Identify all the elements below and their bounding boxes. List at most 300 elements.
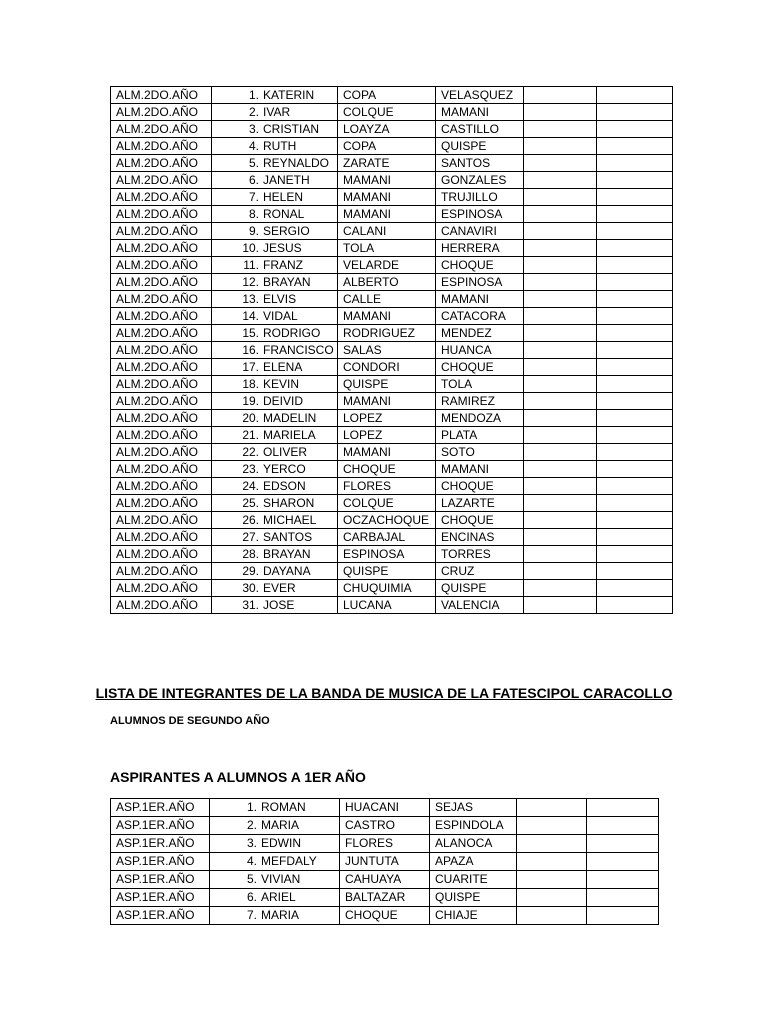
- table-row: [111, 104, 673, 121]
- paternal-surname-cell: COLQUE: [338, 104, 436, 121]
- empty-cell: [524, 427, 597, 444]
- name-cell: [212, 274, 338, 291]
- maternal-surname-cell: GONZALES: [436, 172, 524, 189]
- year-code-cell: ALM.2DO.AÑO: [111, 359, 212, 376]
- table-row: [111, 853, 659, 871]
- table-row: [111, 427, 673, 444]
- empty-cell: [517, 871, 587, 889]
- table-row: [111, 478, 673, 495]
- empty-cell: [597, 461, 673, 478]
- maternal-surname-cell: CHOQUE: [436, 512, 524, 529]
- empty-cell: [587, 871, 659, 889]
- paternal-surname-cell: TOLA: [338, 240, 436, 257]
- empty-cell: [517, 907, 587, 925]
- paternal-surname-cell: QUISPE: [338, 563, 436, 580]
- empty-cell: [524, 325, 597, 342]
- table-row: [111, 444, 673, 461]
- name-cell: [210, 853, 340, 871]
- first-name: MARIELA: [263, 428, 316, 442]
- year-code-cell: ALM.2DO.AÑO: [111, 529, 212, 546]
- year-code-cell: ALM.2DO.AÑO: [111, 393, 212, 410]
- year-code-cell: ALM.2DO.AÑO: [111, 376, 212, 393]
- empty-cell: [524, 410, 597, 427]
- empty-cell: [524, 546, 597, 563]
- name-cell: [212, 359, 338, 376]
- first-name: OLIVER: [263, 445, 308, 459]
- table-row: [111, 512, 673, 529]
- first-name: RONAL: [263, 207, 305, 221]
- year-code-cell: ALM.2DO.AÑO: [111, 512, 212, 529]
- name-cell: [212, 461, 338, 478]
- empty-cell: [597, 87, 673, 104]
- list-number: 1.: [246, 800, 257, 814]
- maternal-surname-cell: CASTILLO: [436, 121, 524, 138]
- empty-cell: [597, 138, 673, 155]
- empty-cell: [597, 291, 673, 308]
- empty-cell: [524, 308, 597, 325]
- first-name: KEVIN: [263, 377, 300, 391]
- first-name: VIDAL: [263, 309, 298, 323]
- empty-cell: [597, 206, 673, 223]
- empty-cell: [524, 342, 597, 359]
- list-number: 24.: [242, 479, 259, 493]
- maternal-surname-cell: TRUJILLO: [436, 189, 524, 206]
- name-cell: [212, 189, 338, 206]
- paternal-surname-cell: CHUQUIMIA: [338, 580, 436, 597]
- maternal-surname-cell: APAZA: [430, 853, 517, 871]
- paternal-surname-cell: CHOQUE: [338, 461, 436, 478]
- empty-cell: [524, 206, 597, 223]
- empty-cell: [524, 223, 597, 240]
- paternal-surname-cell: MAMANI: [338, 189, 436, 206]
- first-name: RODRIGO: [263, 326, 321, 340]
- paternal-surname-cell: CAHUAYA: [340, 871, 430, 889]
- list-number: 1.: [248, 88, 259, 102]
- paternal-surname-cell: RODRIGUEZ: [338, 325, 436, 342]
- empty-cell: [524, 597, 597, 614]
- list-number: 20.: [242, 411, 259, 425]
- empty-cell: [524, 104, 597, 121]
- empty-cell: [597, 580, 673, 597]
- paternal-surname-cell: CALLE: [338, 291, 436, 308]
- name-cell: [212, 325, 338, 342]
- maternal-surname-cell: ESPINOSA: [436, 274, 524, 291]
- year-code-cell: ALM.2DO.AÑO: [111, 223, 212, 240]
- empty-cell: [587, 799, 659, 817]
- year-code-cell: ALM.2DO.AÑO: [111, 427, 212, 444]
- year-code-cell: ALM.2DO.AÑO: [111, 257, 212, 274]
- list-number: 14.: [242, 309, 259, 323]
- maternal-surname-cell: MAMANI: [436, 461, 524, 478]
- paternal-surname-cell: LOPEZ: [338, 410, 436, 427]
- name-cell: [210, 907, 340, 925]
- name-cell: [212, 172, 338, 189]
- empty-cell: [597, 189, 673, 206]
- list-number: 13.: [242, 292, 259, 306]
- list-number: 28.: [242, 547, 259, 561]
- table-row: [111, 155, 673, 172]
- year-code-cell: ALM.2DO.AÑO: [111, 274, 212, 291]
- empty-cell: [524, 359, 597, 376]
- list-number: 5.: [246, 872, 257, 886]
- year-code-cell: ASP.1ER.AÑO: [111, 907, 210, 925]
- paternal-surname-cell: MAMANI: [338, 308, 436, 325]
- name-cell: [212, 291, 338, 308]
- year-code-cell: ALM.2DO.AÑO: [111, 546, 212, 563]
- paternal-surname-cell: MAMANI: [338, 393, 436, 410]
- list-number: 7.: [248, 190, 259, 204]
- first-name: VIVIAN: [261, 872, 301, 886]
- empty-cell: [597, 240, 673, 257]
- table-row: [111, 835, 659, 853]
- empty-cell: [517, 889, 587, 907]
- empty-cell: [597, 104, 673, 121]
- maternal-surname-cell: SOTO: [436, 444, 524, 461]
- first-name: SERGIO: [263, 224, 310, 238]
- list-number: 5.: [248, 156, 259, 170]
- empty-cell: [524, 87, 597, 104]
- year-code-cell: ASP.1ER.AÑO: [111, 799, 210, 817]
- section-heading-applicants: ASPIRANTES A ALUMNOS A 1ER AÑO: [110, 769, 366, 785]
- empty-cell: [524, 512, 597, 529]
- first-name: MADELIN: [263, 411, 317, 425]
- empty-cell: [597, 376, 673, 393]
- year-code-cell: ASP.1ER.AÑO: [111, 889, 210, 907]
- table-row: [111, 359, 673, 376]
- first-name: ROMAN: [261, 800, 306, 814]
- maternal-surname-cell: TORRES: [436, 546, 524, 563]
- empty-cell: [597, 529, 673, 546]
- empty-cell: [597, 444, 673, 461]
- first-name: IVAR: [263, 105, 291, 119]
- table-row: [111, 410, 673, 427]
- name-cell: [212, 427, 338, 444]
- name-cell: [212, 580, 338, 597]
- name-cell: [212, 257, 338, 274]
- list-number: 2.: [246, 818, 257, 832]
- first-name: MICHAEL: [263, 513, 317, 527]
- first-name: EDWIN: [261, 836, 301, 850]
- empty-cell: [524, 155, 597, 172]
- empty-cell: [587, 907, 659, 925]
- document-title: LISTA DE INTEGRANTES DE LA BANDA DE MUSICA DE LA FATESCIPOL CARACOLLO: [95, 685, 673, 701]
- first-name: RUTH: [263, 139, 297, 153]
- year-code-cell: ALM.2DO.AÑO: [111, 240, 212, 257]
- empty-cell: [524, 495, 597, 512]
- empty-cell: [597, 478, 673, 495]
- table-row: [111, 138, 673, 155]
- year-code-cell: ALM.2DO.AÑO: [111, 138, 212, 155]
- year-code-cell: ALM.2DO.AÑO: [111, 189, 212, 206]
- name-cell: [212, 597, 338, 614]
- paternal-surname-cell: VELARDE: [338, 257, 436, 274]
- empty-cell: [517, 817, 587, 835]
- table-row: [111, 799, 659, 817]
- empty-cell: [524, 563, 597, 580]
- first-name: ELENA: [263, 360, 303, 374]
- list-number: 27.: [242, 530, 259, 544]
- maternal-surname-cell: CUARITE: [430, 871, 517, 889]
- name-cell: [212, 240, 338, 257]
- list-number: 18.: [242, 377, 259, 391]
- maternal-surname-cell: TOLA: [436, 376, 524, 393]
- list-number: 29.: [242, 564, 259, 578]
- first-name: MARIA: [261, 908, 300, 922]
- maternal-surname-cell: LAZARTE: [436, 495, 524, 512]
- empty-cell: [524, 257, 597, 274]
- empty-cell: [597, 359, 673, 376]
- table-row: [111, 817, 659, 835]
- table-row: [111, 121, 673, 138]
- paternal-surname-cell: MAMANI: [338, 444, 436, 461]
- first-name: MEFDALY: [261, 854, 317, 868]
- list-number: 4.: [246, 854, 257, 868]
- maternal-surname-cell: HUANCA: [436, 342, 524, 359]
- name-cell: [212, 495, 338, 512]
- year-code-cell: ALM.2DO.AÑO: [111, 563, 212, 580]
- first-name: EDSON: [263, 479, 306, 493]
- list-number: 31.: [242, 598, 259, 612]
- name-cell: [212, 104, 338, 121]
- first-name: SHARON: [263, 496, 315, 510]
- paternal-surname-cell: MAMANI: [338, 206, 436, 223]
- table-row: [111, 87, 673, 104]
- list-number: 19.: [242, 394, 259, 408]
- table-row: [111, 206, 673, 223]
- empty-cell: [517, 835, 587, 853]
- second-year-students-table: [110, 86, 673, 614]
- maternal-surname-cell: CHOQUE: [436, 359, 524, 376]
- list-number: 6.: [246, 890, 257, 904]
- maternal-surname-cell: CRUZ: [436, 563, 524, 580]
- maternal-surname-cell: PLATA: [436, 427, 524, 444]
- maternal-surname-cell: RAMIREZ: [436, 393, 524, 410]
- paternal-surname-cell: QUISPE: [338, 376, 436, 393]
- paternal-surname-cell: FLORES: [340, 835, 430, 853]
- empty-cell: [524, 461, 597, 478]
- table-row: [111, 274, 673, 291]
- list-number: 9.: [248, 224, 259, 238]
- empty-cell: [517, 799, 587, 817]
- year-code-cell: ALM.2DO.AÑO: [111, 461, 212, 478]
- empty-cell: [517, 853, 587, 871]
- table-row: [111, 529, 673, 546]
- list-number: 23.: [242, 462, 259, 476]
- first-name: YERCO: [263, 462, 306, 476]
- name-cell: [212, 87, 338, 104]
- list-number: 4.: [248, 139, 259, 153]
- empty-cell: [597, 223, 673, 240]
- table-row: [111, 461, 673, 478]
- list-number: 15.: [242, 326, 259, 340]
- year-code-cell: ALM.2DO.AÑO: [111, 580, 212, 597]
- table-row: [111, 907, 659, 925]
- first-name: BRAYAN: [263, 547, 311, 561]
- maternal-surname-cell: CHOQUE: [436, 257, 524, 274]
- second-year-students-table-body: [111, 87, 673, 614]
- list-number: 12.: [242, 275, 259, 289]
- year-code-cell: ALM.2DO.AÑO: [111, 172, 212, 189]
- name-cell: [210, 889, 340, 907]
- maternal-surname-cell: VALENCIA: [436, 597, 524, 614]
- paternal-surname-cell: CONDORI: [338, 359, 436, 376]
- empty-cell: [597, 155, 673, 172]
- name-cell: [212, 529, 338, 546]
- year-code-cell: ALM.2DO.AÑO: [111, 342, 212, 359]
- list-number: 21.: [242, 428, 259, 442]
- name-cell: [212, 223, 338, 240]
- maternal-surname-cell: ESPINOSA: [436, 206, 524, 223]
- paternal-surname-cell: CALANI: [338, 223, 436, 240]
- paternal-surname-cell: ESPINOSA: [338, 546, 436, 563]
- first-name: DEIVID: [263, 394, 304, 408]
- name-cell: [212, 376, 338, 393]
- list-number: 16.: [242, 343, 259, 357]
- first-name: MARIA: [261, 818, 300, 832]
- empty-cell: [597, 308, 673, 325]
- empty-cell: [524, 580, 597, 597]
- first-name: CRISTIAN: [263, 122, 320, 136]
- list-number: 17.: [242, 360, 259, 374]
- paternal-surname-cell: COPA: [338, 87, 436, 104]
- year-code-cell: ASP.1ER.AÑO: [111, 817, 210, 835]
- table-row: [111, 223, 673, 240]
- first-name: KATERIN: [263, 88, 315, 102]
- name-cell: [210, 835, 340, 853]
- empty-cell: [587, 889, 659, 907]
- maternal-surname-cell: MENDEZ: [436, 325, 524, 342]
- first-name: DAYANA: [263, 564, 311, 578]
- paternal-surname-cell: CASTRO: [340, 817, 430, 835]
- paternal-surname-cell: ALBERTO: [338, 274, 436, 291]
- empty-cell: [597, 427, 673, 444]
- empty-cell: [597, 342, 673, 359]
- table-row: [111, 342, 673, 359]
- list-number: 30.: [242, 581, 259, 595]
- name-cell: [212, 308, 338, 325]
- year-code-cell: ALM.2DO.AÑO: [111, 308, 212, 325]
- maternal-surname-cell: HERRERA: [436, 240, 524, 257]
- empty-cell: [587, 817, 659, 835]
- maternal-surname-cell: CATACORA: [436, 308, 524, 325]
- name-cell: [212, 155, 338, 172]
- name-cell: [212, 138, 338, 155]
- table-row: [111, 546, 673, 563]
- empty-cell: [524, 274, 597, 291]
- list-number: 22.: [242, 445, 259, 459]
- year-code-cell: ALM.2DO.AÑO: [111, 206, 212, 223]
- paternal-surname-cell: ZARATE: [338, 155, 436, 172]
- paternal-surname-cell: CHOQUE: [340, 907, 430, 925]
- maternal-surname-cell: SEJAS: [430, 799, 517, 817]
- paternal-surname-cell: MAMANI: [338, 172, 436, 189]
- empty-cell: [524, 172, 597, 189]
- first-name: JESUS: [263, 241, 302, 255]
- paternal-surname-cell: SALAS: [338, 342, 436, 359]
- empty-cell: [597, 546, 673, 563]
- year-code-cell: ALM.2DO.AÑO: [111, 478, 212, 495]
- first-name: JANETH: [263, 173, 310, 187]
- empty-cell: [587, 853, 659, 871]
- name-cell: [210, 871, 340, 889]
- paternal-surname-cell: CARBAJAL: [338, 529, 436, 546]
- first-name: JOSE: [263, 598, 295, 612]
- name-cell: [212, 410, 338, 427]
- empty-cell: [597, 274, 673, 291]
- empty-cell: [597, 563, 673, 580]
- empty-cell: [524, 291, 597, 308]
- first-name: ELVIS: [263, 292, 297, 306]
- table-row: [111, 580, 673, 597]
- paternal-surname-cell: COPA: [338, 138, 436, 155]
- list-number: 6.: [248, 173, 259, 187]
- year-code-cell: ASP.1ER.AÑO: [111, 835, 210, 853]
- list-number: 3.: [248, 122, 259, 136]
- year-code-cell: ASP.1ER.AÑO: [111, 871, 210, 889]
- paternal-surname-cell: COLQUE: [338, 495, 436, 512]
- list-number: 11.: [243, 258, 259, 272]
- section-subtitle: ALUMNOS DE SEGUNDO AÑO: [110, 715, 270, 727]
- name-cell: [212, 478, 338, 495]
- first-name: FRANZ: [263, 258, 303, 272]
- empty-cell: [524, 240, 597, 257]
- maternal-surname-cell: MAMANI: [436, 291, 524, 308]
- paternal-surname-cell: LOAYZA: [338, 121, 436, 138]
- year-code-cell: ALM.2DO.AÑO: [111, 87, 212, 104]
- table-row: [111, 597, 673, 614]
- maternal-surname-cell: VELASQUEZ: [436, 87, 524, 104]
- maternal-surname-cell: CHIAJE: [430, 907, 517, 925]
- table-row: [111, 172, 673, 189]
- year-code-cell: ALM.2DO.AÑO: [111, 155, 212, 172]
- name-cell: [212, 393, 338, 410]
- paternal-surname-cell: BALTAZAR: [340, 889, 430, 907]
- name-cell: [212, 206, 338, 223]
- name-cell: [210, 799, 340, 817]
- empty-cell: [524, 529, 597, 546]
- empty-cell: [597, 393, 673, 410]
- table-row: [111, 495, 673, 512]
- empty-cell: [597, 325, 673, 342]
- name-cell: [210, 817, 340, 835]
- table-row: [111, 889, 659, 907]
- paternal-surname-cell: JUNTUTA: [340, 853, 430, 871]
- maternal-surname-cell: CHOQUE: [436, 478, 524, 495]
- maternal-surname-cell: MENDOZA: [436, 410, 524, 427]
- empty-cell: [597, 495, 673, 512]
- table-row: [111, 325, 673, 342]
- name-cell: [212, 563, 338, 580]
- first-name: SANTOS: [263, 530, 313, 544]
- name-cell: [212, 444, 338, 461]
- list-number: 8.: [248, 207, 259, 221]
- empty-cell: [524, 121, 597, 138]
- name-cell: [212, 512, 338, 529]
- list-number: 3.: [246, 836, 257, 850]
- empty-cell: [597, 172, 673, 189]
- empty-cell: [524, 376, 597, 393]
- first-name: HELEN: [263, 190, 304, 204]
- first-name: BRAYAN: [263, 275, 311, 289]
- empty-cell: [524, 138, 597, 155]
- paternal-surname-cell: OCZACHOQUE: [338, 512, 436, 529]
- list-number: 10.: [242, 241, 259, 255]
- year-code-cell: ALM.2DO.AÑO: [111, 444, 212, 461]
- table-row: [111, 291, 673, 308]
- empty-cell: [597, 410, 673, 427]
- name-cell: [212, 121, 338, 138]
- list-number: 2.: [248, 105, 259, 119]
